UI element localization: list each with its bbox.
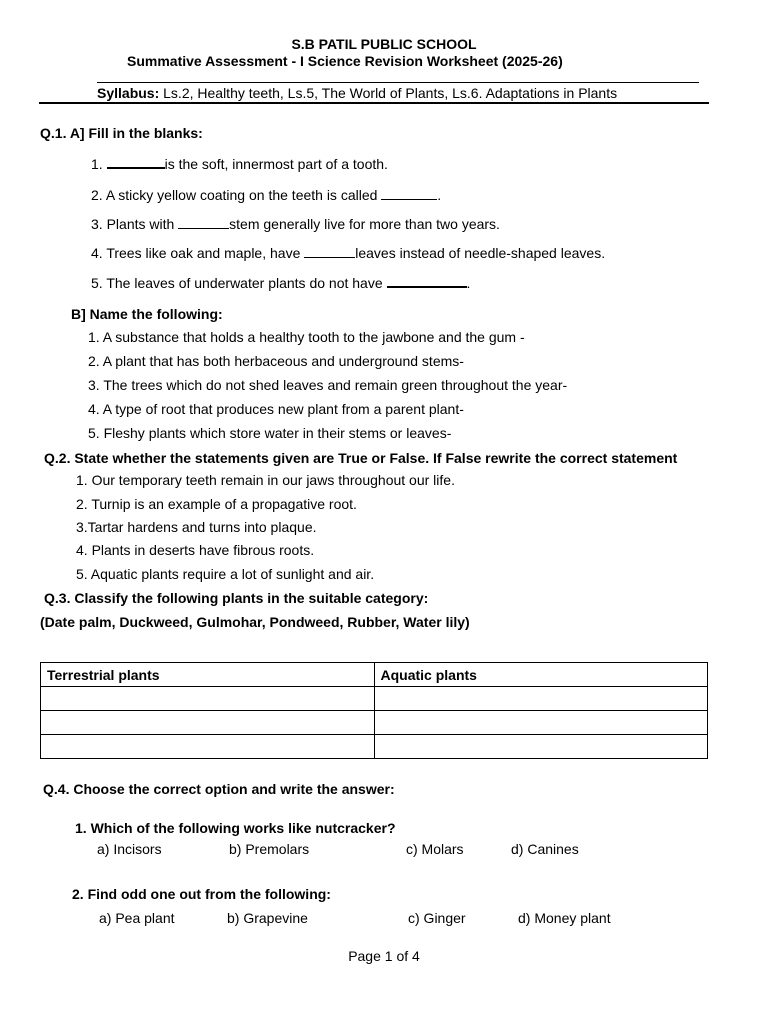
classification-table <box>40 662 708 759</box>
q4-heading: Q.4. Choose the correct option and write the answer: <box>43 781 395 797</box>
q1-heading: Q.1. A] Fill in the blanks: <box>40 125 203 141</box>
option-d: d) Money plant <box>518 910 611 926</box>
q1-item-3 <box>91 216 500 232</box>
item-text: Plants with <box>106 216 179 232</box>
answer-blank <box>381 199 437 200</box>
option-a: a) Pea plant <box>99 910 175 926</box>
table-cell <box>374 711 708 735</box>
q1-item-1 <box>91 156 388 172</box>
table-row <box>41 687 708 711</box>
column-header-aquatic: Aquatic plants <box>374 663 708 687</box>
q2-item-1: 1. Our temporary teeth remain in our jaws throughout our life. <box>76 472 455 488</box>
page-number: Page 1 of 4 <box>348 948 420 964</box>
q1b-item-4: 4. A type of root that produces new plant from a parent plant- <box>88 401 464 417</box>
q1b-heading: B] Name the following: <box>71 306 223 322</box>
item-number: 5. <box>91 275 103 291</box>
q1-item-2 <box>91 187 441 203</box>
item-text-end: . <box>466 275 471 291</box>
q3-heading: Q.3. Classify the following plants in the suitable category: <box>44 590 429 606</box>
table-cell <box>374 735 708 759</box>
q3-plant-list: (Date palm, Duckweed, Gulmohar, Pondweed, Rubber, Water lily) <box>40 614 470 630</box>
table-cell <box>41 735 375 759</box>
option-b: b) Premolars <box>229 841 310 857</box>
q1b-item-5: 5. Fleshy plants which store water in their stems or leaves- <box>88 425 452 441</box>
item-number: 1. <box>91 156 103 172</box>
item-number: 2. <box>91 187 103 203</box>
syllabus-text: Ls.2, Healthy teeth, Ls.5, The World of Plants, Ls.6. Adaptations in Plants <box>159 85 618 101</box>
q2-heading: Q.2. State whether the statements given are True or False. If False rewrite the correct statement <box>44 450 678 466</box>
worksheet-subtitle: Summative Assessment - I Science Revision Worksheet (2025-26) <box>127 53 563 69</box>
table-row <box>41 711 708 735</box>
option-d: d) Canines <box>511 841 579 857</box>
item-text: is the soft, innermost part of a tooth. <box>164 156 388 172</box>
table-row <box>41 735 708 759</box>
item-number: 4. <box>91 245 103 261</box>
q2-item-4: 4. Plants in deserts have fibrous roots. <box>76 542 315 558</box>
q4-question-1: 1. Which of the following works like nutcracker? <box>75 820 396 836</box>
option-c: c) Molars <box>406 841 464 857</box>
q2-item-2: 2. Turnip is an example of a propagative root. <box>76 496 357 512</box>
column-header-terrestrial: Terrestrial plants <box>41 663 375 687</box>
item-text: The leaves of underwater plants do not have <box>106 275 387 291</box>
q1-item-5 <box>91 275 470 291</box>
table-cell <box>374 687 708 711</box>
school-name: S.B PATIL PUBLIC SCHOOL <box>291 36 477 52</box>
answer-blank <box>387 286 467 288</box>
answer-blank <box>107 167 165 169</box>
item-text-end: . <box>437 187 442 203</box>
option-b: b) Grapevine <box>227 910 308 926</box>
item-text: Trees like oak and maple, have <box>106 245 305 261</box>
q1b-item-1: 1. A substance that holds a healthy tooth to the jawbone and the gum - <box>88 329 525 345</box>
table-cell <box>41 711 375 735</box>
q1b-item-2: 2. A plant that has both herbaceous and underground stems- <box>88 353 464 369</box>
header-divider-thick <box>39 102 709 104</box>
item-text-end: leaves instead of needle-shaped leaves. <box>355 245 606 261</box>
item-number: 3. <box>91 216 103 232</box>
option-c: c) Ginger <box>408 910 466 926</box>
q2-item-5: 5. Aquatic plants require a lot of sunlight and air. <box>76 566 375 582</box>
answer-blank <box>304 257 355 258</box>
option-a: a) Incisors <box>97 841 162 857</box>
syllabus-line <box>97 85 617 101</box>
header-divider-thin <box>97 82 699 83</box>
q4-question-2: 2. Find odd one out from the following: <box>72 886 331 902</box>
table-header-row <box>41 663 708 687</box>
item-text: A sticky yellow coating on the teeth is called <box>105 187 382 203</box>
syllabus-label: Syllabus: <box>97 85 160 101</box>
q2-item-3: 3.Tartar hardens and turns into plaque. <box>76 519 317 535</box>
answer-blank <box>178 228 229 229</box>
q1-item-4 <box>91 245 605 261</box>
q1b-item-3: 3. The trees which do not shed leaves and remain green throughout the year- <box>88 377 568 393</box>
table-cell <box>41 687 375 711</box>
item-text-end: stem generally live for more than two years. <box>229 216 500 232</box>
